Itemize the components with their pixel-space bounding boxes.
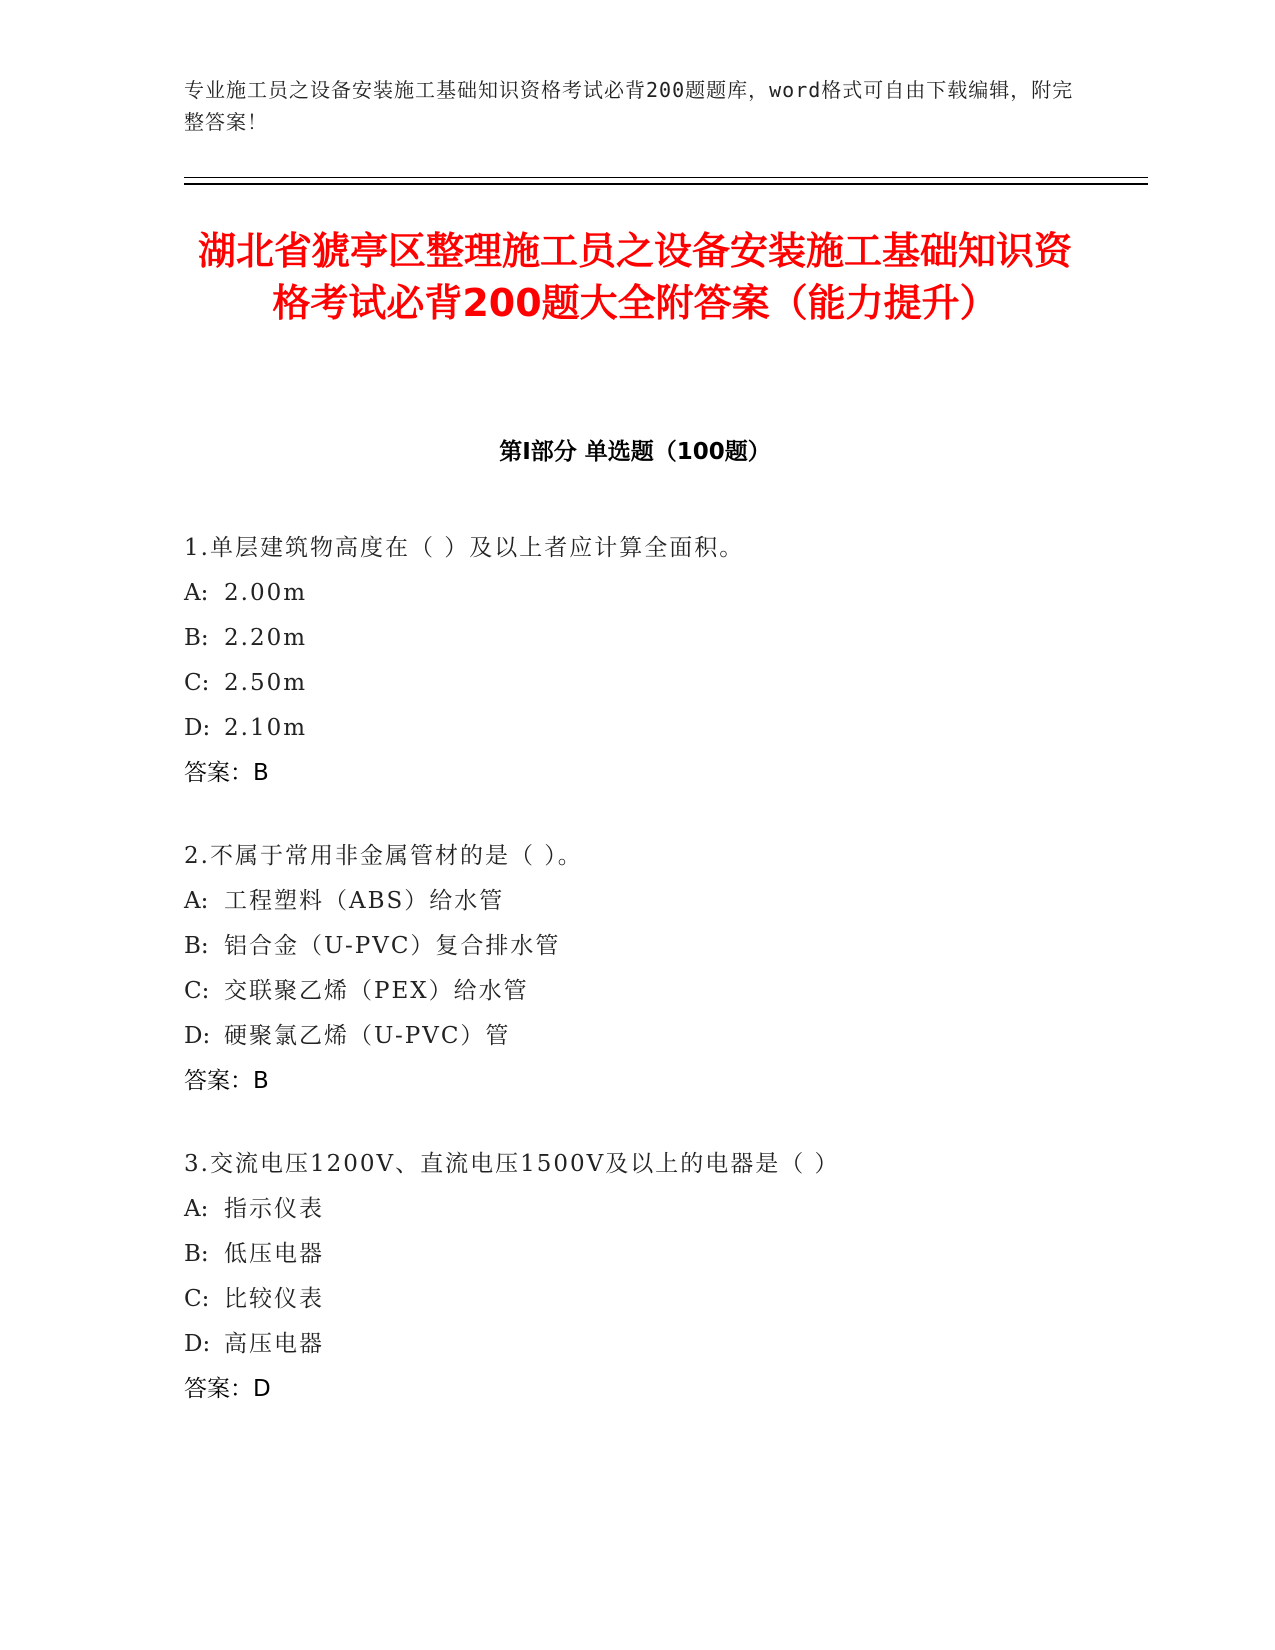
answer-line: 答案：B xyxy=(184,1068,269,1094)
option-letter: C: xyxy=(184,978,210,1004)
option-c xyxy=(184,1277,1144,1322)
option-d xyxy=(184,706,1144,751)
option-text: 2.50m xyxy=(224,670,308,696)
header-divider-thick xyxy=(184,183,1148,185)
option-text: 2.20m xyxy=(224,625,308,651)
option-a xyxy=(184,571,1144,616)
option-letter: B: xyxy=(184,1241,209,1267)
option-text: 低压电器 xyxy=(224,1241,324,1267)
option-text: 2.10m xyxy=(224,715,308,741)
question-item xyxy=(184,526,1144,796)
document-title: 湖北省猇亭区整理施工员之设备安装施工基础知识资格考试必背200题大全附答案（能力提升） xyxy=(197,229,1072,325)
option-text: 高压电器 xyxy=(224,1331,324,1357)
option-letter: A: xyxy=(184,1196,209,1222)
question-stem: 3.交流电压1200V、直流电压1500V及以上的电器是（ ） xyxy=(184,1151,840,1177)
question-list xyxy=(184,526,1144,1450)
section-title: 第I部分 单选题（100题） xyxy=(499,439,771,465)
option-letter: C: xyxy=(184,1286,210,1312)
option-letter: A: xyxy=(184,888,209,914)
option-text: 比较仪表 xyxy=(224,1286,324,1312)
option-letter: B: xyxy=(184,625,209,651)
option-text: 铝合金（U-PVC）复合排水管 xyxy=(224,933,561,959)
option-b xyxy=(184,1232,1144,1277)
answer-line: 答案：D xyxy=(184,1376,271,1402)
option-text: 2.00m xyxy=(224,580,308,606)
option-c xyxy=(184,969,1144,1014)
header-divider-thin xyxy=(184,177,1148,178)
option-text: 硬聚氯乙烯（U-PVC）管 xyxy=(224,1023,511,1049)
option-d xyxy=(184,1322,1144,1367)
option-text: 工程塑料（ABS）给水管 xyxy=(224,888,505,914)
option-letter: A: xyxy=(184,580,209,606)
question-stem: 1.单层建筑物高度在（ ）及以上者应计算全面积。 xyxy=(184,535,745,561)
option-c xyxy=(184,661,1144,706)
question-item xyxy=(184,1142,1144,1412)
header-note: 专业施工员之设备安装施工基础知识资格考试必背200题题库，word格式可自由下载编辑，附完整答案！ xyxy=(184,78,1074,134)
option-letter: C: xyxy=(184,670,210,696)
option-b xyxy=(184,924,1144,969)
option-letter: D: xyxy=(184,1331,211,1357)
answer-line: 答案：B xyxy=(184,760,269,786)
option-d xyxy=(184,1014,1144,1059)
question-stem: 2.不属于常用非金属管材的是（ ）。 xyxy=(184,843,583,869)
option-text: 交联聚乙烯（PEX）给水管 xyxy=(224,978,529,1004)
option-a xyxy=(184,879,1144,924)
option-letter: D: xyxy=(184,1023,211,1049)
question-item xyxy=(184,834,1144,1104)
option-text: 指示仪表 xyxy=(224,1196,324,1222)
option-a xyxy=(184,1187,1144,1232)
option-letter: D: xyxy=(184,715,211,741)
option-letter: B: xyxy=(184,933,209,959)
option-b xyxy=(184,616,1144,661)
